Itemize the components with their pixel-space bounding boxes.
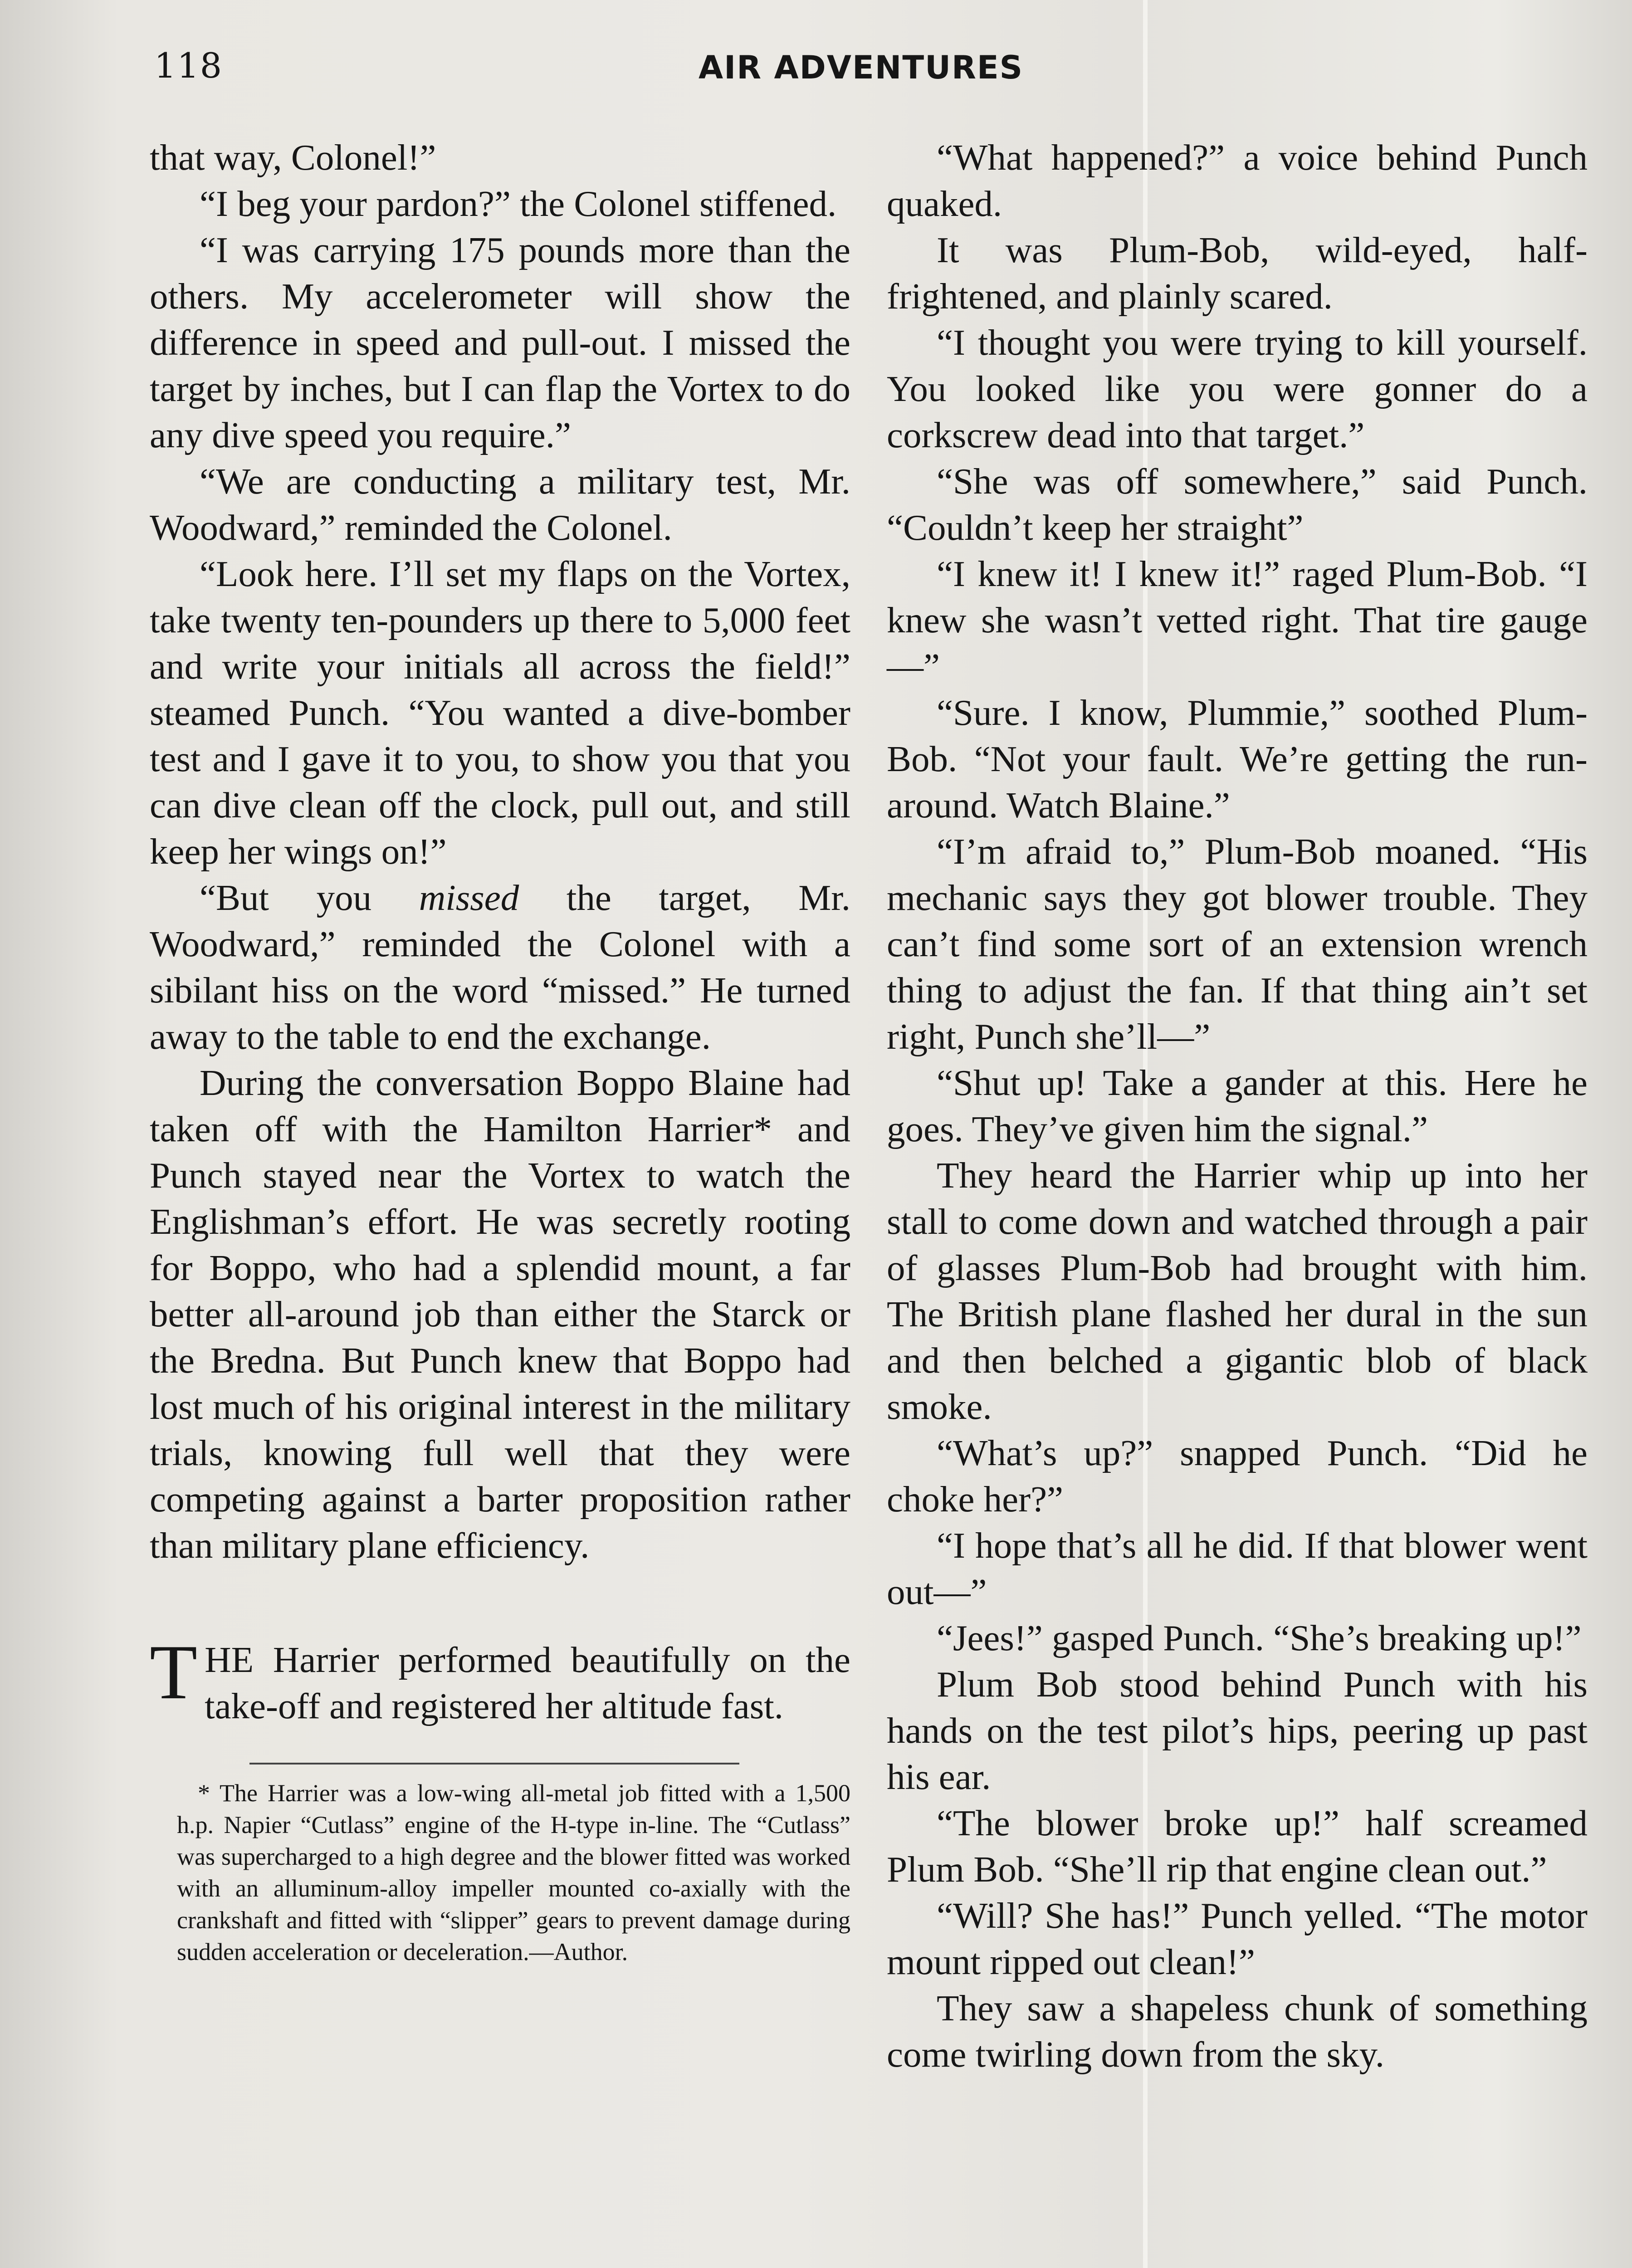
drop-cap: T	[150, 1629, 198, 1716]
section-opening-paragraph	[150, 1629, 850, 1729]
paragraph: During the conversation Boppo Blaine had taken off with the Hamilton Harrier* and Punch stayed near the Vortex to watch the Englishman’s effort. He was secretly rooting for Boppo, who had a splendid mount, a far better all-around job than either the Starck or the Bredna. But Punch knew that Boppo had lost much of his original interest in the military trials, knowing full well that they were competing against a barter proposition rather than military plane efficiency.	[150, 1062, 850, 1566]
footnote-divider	[249, 1763, 739, 1765]
paragraph-with-italic	[150, 875, 850, 1060]
page-number: 118	[154, 45, 223, 86]
paragraph-text: the target, Mr. Woodward,” reminded the Colonel with a sibilant hiss on the word “missed.” He turned away to the table to end the exchange.	[150, 877, 851, 1057]
paragraph: “I thought you were trying to kill yourself. You looked like you were gonner do a corkscrew dead into that target.”	[887, 322, 1588, 455]
footnote: * The Harrier was a low-wing all-metal job fitted with a 1,500 h.p. Napier “Cutlass” engine of the H-type in-line. The “Cutlass” was supercharged to a high degree and the blower fitted was worked with an alluminum-alloy impeller mounted co-axially with the crankshaft and fitted with “slipper” gears to prevent damage during sudden acceleration or deceleration.—Author.	[177, 1779, 850, 1965]
paragraph: They heard the Harrier whip up into her stall to come down and watched through a pair of glasses Plum-Bob had brought with him. The British plane flashed her dural in the sun and then belched a gigantic blob of black smoke.	[887, 1155, 1588, 1427]
paragraph: “Shut up! Take a gander at this. Here he goes. They’ve given him the signal.”	[887, 1062, 1588, 1149]
paragraph: “I hope that’s all he did. If that blower went out—”	[887, 1525, 1588, 1612]
left-column	[150, 134, 850, 1968]
paragraph: that way, Colonel!”	[150, 137, 436, 178]
paragraph: “Sure. I know, Plummie,” soothed Plum-Bob. “Not your fault. We’re getting the run-around. Watch Blaine.”	[887, 692, 1588, 826]
right-column	[887, 134, 1588, 2077]
paragraph: “Look here. I’ll set my flaps on the Vortex, take twenty ten-pounders up there to 5,000 feet and write your initials all across the field!” steamed Punch. “You wanted a dive-bomber test and I gave it to you, to show you that you can dive clean off the clock, pull out, and still keep her wings on!”	[150, 553, 850, 872]
paragraph: “I beg your pardon?” the Colonel stiffened.	[200, 183, 837, 224]
paragraph: Plum Bob stood behind Punch with his hands on the test pilot’s hips, peering up past his ear.	[887, 1664, 1588, 1797]
paragraph: “I’m afraid to,” Plum-Bob moaned. “His mechanic says they got blower trouble. They can’t find some sort of an extension wrench thing to adjust the fan. If that thing ain’t set right, Punch she’ll—”	[887, 831, 1588, 1057]
paragraph: “What’s up?” snapped Punch. “Did he choke her?”	[887, 1432, 1588, 1520]
paragraph-text: “But you	[200, 877, 419, 918]
running-header: AIR ADVENTURES	[699, 49, 1024, 86]
paragraph: They saw a shapeless chunk of something come twirling down from the sky.	[887, 1988, 1588, 2075]
paragraph: It was Plum-Bob, wild-eyed, half-frightened, and plainly scared.	[887, 230, 1588, 317]
paragraph: “Will? She has!” Punch yelled. “The motor mount ripped out clean!”	[887, 1895, 1588, 1982]
paragraph: “What happened?” a voice behind Punch quaked.	[887, 137, 1588, 224]
paragraph: “The blower broke up!” half screamed Plum Bob. “She’ll rip that engine clean out.”	[887, 1803, 1588, 1890]
paragraph: “Jees!” gasped Punch. “She’s breaking up!”	[937, 1618, 1582, 1658]
paragraph: “She was off somewhere,” said Punch. “Couldn’t keep her straight”	[887, 461, 1588, 548]
italic-word: missed	[419, 877, 519, 918]
paragraph: “I knew it! I knew it!” raged Plum-Bob. “I knew she wasn’t vetted right. That tire gauge—”	[887, 553, 1588, 687]
paragraph: “I was carrying 175 pounds more than the others. My accelerometer will show the difference in speed and pull-out. I missed the target by inches, but I can flap the Vortex to do any dive speed you require.”	[150, 230, 850, 455]
paragraph-text: HE Harrier performed beautifully on the take-off and registered her altitude fast.	[205, 1639, 850, 1726]
paragraph: “We are conducting a military test, Mr. Woodward,” reminded the Colonel.	[150, 461, 850, 548]
